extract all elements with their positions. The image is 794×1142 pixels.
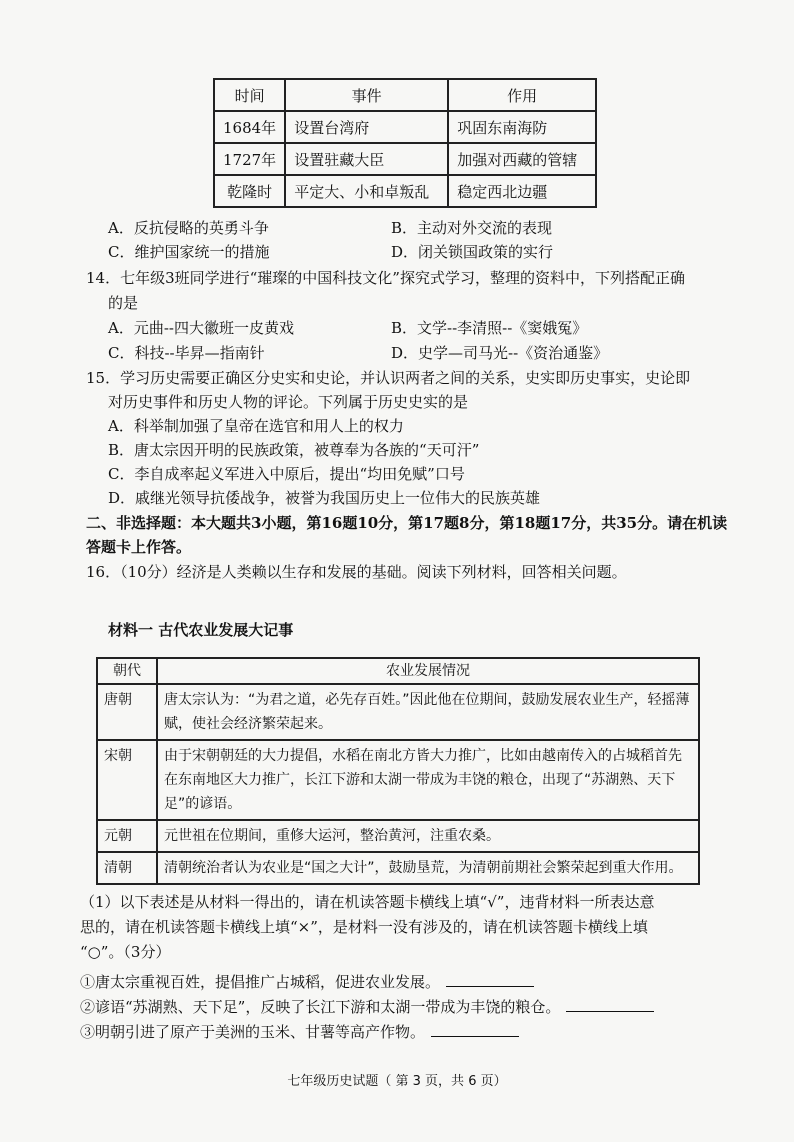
table-header: 时间 <box>214 79 285 111</box>
statement-text: ③明朝引进了原产于美洲的玉米、甘薯等高产作物。 <box>80 1023 426 1041</box>
statement-1 <box>80 972 534 992</box>
dynasty-cell: 唐朝 <box>97 684 157 740</box>
q14-option-c: C．科技--毕昇—指南针 <box>108 344 265 362</box>
description-cell: 由于宋朝朝廷的大力提倡，水稻在南北方皆大力推广，比如由越南传入的占城稻首先在东南地区大力推广，长江下游和太湖一带成为丰饶的粮仓，出现了“苏湖熟、天下足”的谚语。 <box>157 740 699 820</box>
q15-option-b: B．唐太宗因开明的民族政策，被尊奉为各族的“天可汗” <box>108 441 480 459</box>
table-header-row <box>97 658 699 684</box>
table-header: 作用 <box>448 79 596 111</box>
page-footer: 七年级历史试题（ 第 3 页，共 6 页） <box>287 1074 507 1089</box>
description-cell: 元世祖在位期间，重修大运河，整治黄河，注重农桑。 <box>157 820 699 852</box>
q13-option-a: A．反抗侵略的英勇斗争 <box>108 219 269 237</box>
dynasty-cell: 元朝 <box>97 820 157 852</box>
q15-option-a: A．科举制加强了皇帝在选官和用人上的权力 <box>108 417 404 435</box>
statement-text: ①唐太宗重视百姓，提倡推广占城稻，促进农业发展。 <box>80 973 441 991</box>
table-cell: 设置台湾府 <box>285 111 448 143</box>
q16-stem: 16．（10分）经济是人类赖以生存和发展的基础。阅读下列材料，回答相关问题。 <box>86 563 627 581</box>
answer-blank <box>431 1022 519 1037</box>
q13-option-c: C．维护国家统一的措施 <box>108 243 270 261</box>
table-header: 事件 <box>285 79 448 111</box>
q16-sub1-cont: “○”。（3分） <box>80 943 171 961</box>
table-row <box>97 740 699 820</box>
answer-blank <box>446 972 534 987</box>
q14-stem: 14．七年级3班同学进行“璀璨的中国科技文化”探究式学习，整理的资料中，下列搭配正确 <box>86 269 685 287</box>
statement-3 <box>80 1022 519 1042</box>
table-header: 朝代 <box>97 658 157 684</box>
table-row <box>214 111 596 143</box>
material-title: 材料一 古代农业发展大记事 <box>108 621 294 639</box>
q13-option-b: B．主动对外交流的表现 <box>391 219 553 237</box>
table-cell: 1727年 <box>214 143 285 175</box>
q15-stem: 15．学习历史需要正确区分史实和史论，并认识两者之间的关系，史实即历史事实，史论即 <box>86 369 691 387</box>
dynasty-cell: 宋朝 <box>97 740 157 820</box>
table-cell: 设置驻藏大臣 <box>285 143 448 175</box>
statement-text: ②谚语“苏湖熟、天下足”，反映了长江下游和太湖一带成为丰饶的粮仓。 <box>80 998 561 1016</box>
section-heading: 二、非选择题：本大题共3小题，第16题10分，第17题8分，第18题17分，共35分。请在机读 <box>86 514 728 532</box>
table-row <box>214 175 596 207</box>
table-cell: 巩固东南海防 <box>448 111 596 143</box>
dynasty-cell: 清朝 <box>97 852 157 884</box>
table-row <box>97 820 699 852</box>
q14-stem-cont: 的是 <box>108 294 139 312</box>
answer-blank <box>566 997 654 1012</box>
table-cell: 乾隆时 <box>214 175 285 207</box>
events-table <box>213 78 597 208</box>
q16-sub1: （1）以下表述是从材料一得出的，请在机读答题卡横线上填“√”，违背材料一所表达意 <box>80 893 655 911</box>
table-header: 农业发展情况 <box>157 658 699 684</box>
agriculture-table <box>96 657 700 885</box>
table-header-row <box>214 79 596 111</box>
q16-sub1-cont: 思的，请在机读答题卡横线上填“×”，是材料一没有涉及的，请在机读答题卡横线上填 <box>80 918 648 936</box>
table-row <box>97 852 699 884</box>
table-cell: 加强对西藏的管辖 <box>448 143 596 175</box>
q15-option-d: D．戚继光领导抗倭战争，被誉为我国历史上一位伟大的民族英雄 <box>108 489 541 507</box>
table-cell: 1684年 <box>214 111 285 143</box>
q15-stem-cont: 对历史事件和历史人物的评论。下列属于历史史实的是 <box>108 393 469 411</box>
q14-option-d: D．史学—司马光--《资治通鉴》 <box>391 344 609 362</box>
table-cell: 平定大、小和卓叛乱 <box>285 175 448 207</box>
statement-2 <box>80 997 654 1017</box>
section-heading-cont: 答题卡上作答。 <box>86 538 192 556</box>
q15-option-c: C．李自成率起义军进入中原后，提出“均田免赋”口号 <box>108 465 465 483</box>
table-row <box>214 143 596 175</box>
table-row <box>97 684 699 740</box>
table-cell: 稳定西北边疆 <box>448 175 596 207</box>
q14-option-b: B．文学--李清照--《窦娥冤》 <box>391 319 588 337</box>
description-cell: 唐太宗认为：“为君之道，必先存百姓。”因此他在位期间，鼓励发展农业生产，轻摇薄赋，使社会经济繁荣起来。 <box>157 684 699 740</box>
description-cell: 清朝统治者认为农业是“国之大计”，鼓励垦荒，为清朝前期社会繁荣起到重大作用。 <box>157 852 699 884</box>
q14-option-a: A．元曲--四大徽班一皮黄戏 <box>108 319 294 337</box>
q13-option-d: D．闭关锁国政策的实行 <box>391 243 554 261</box>
